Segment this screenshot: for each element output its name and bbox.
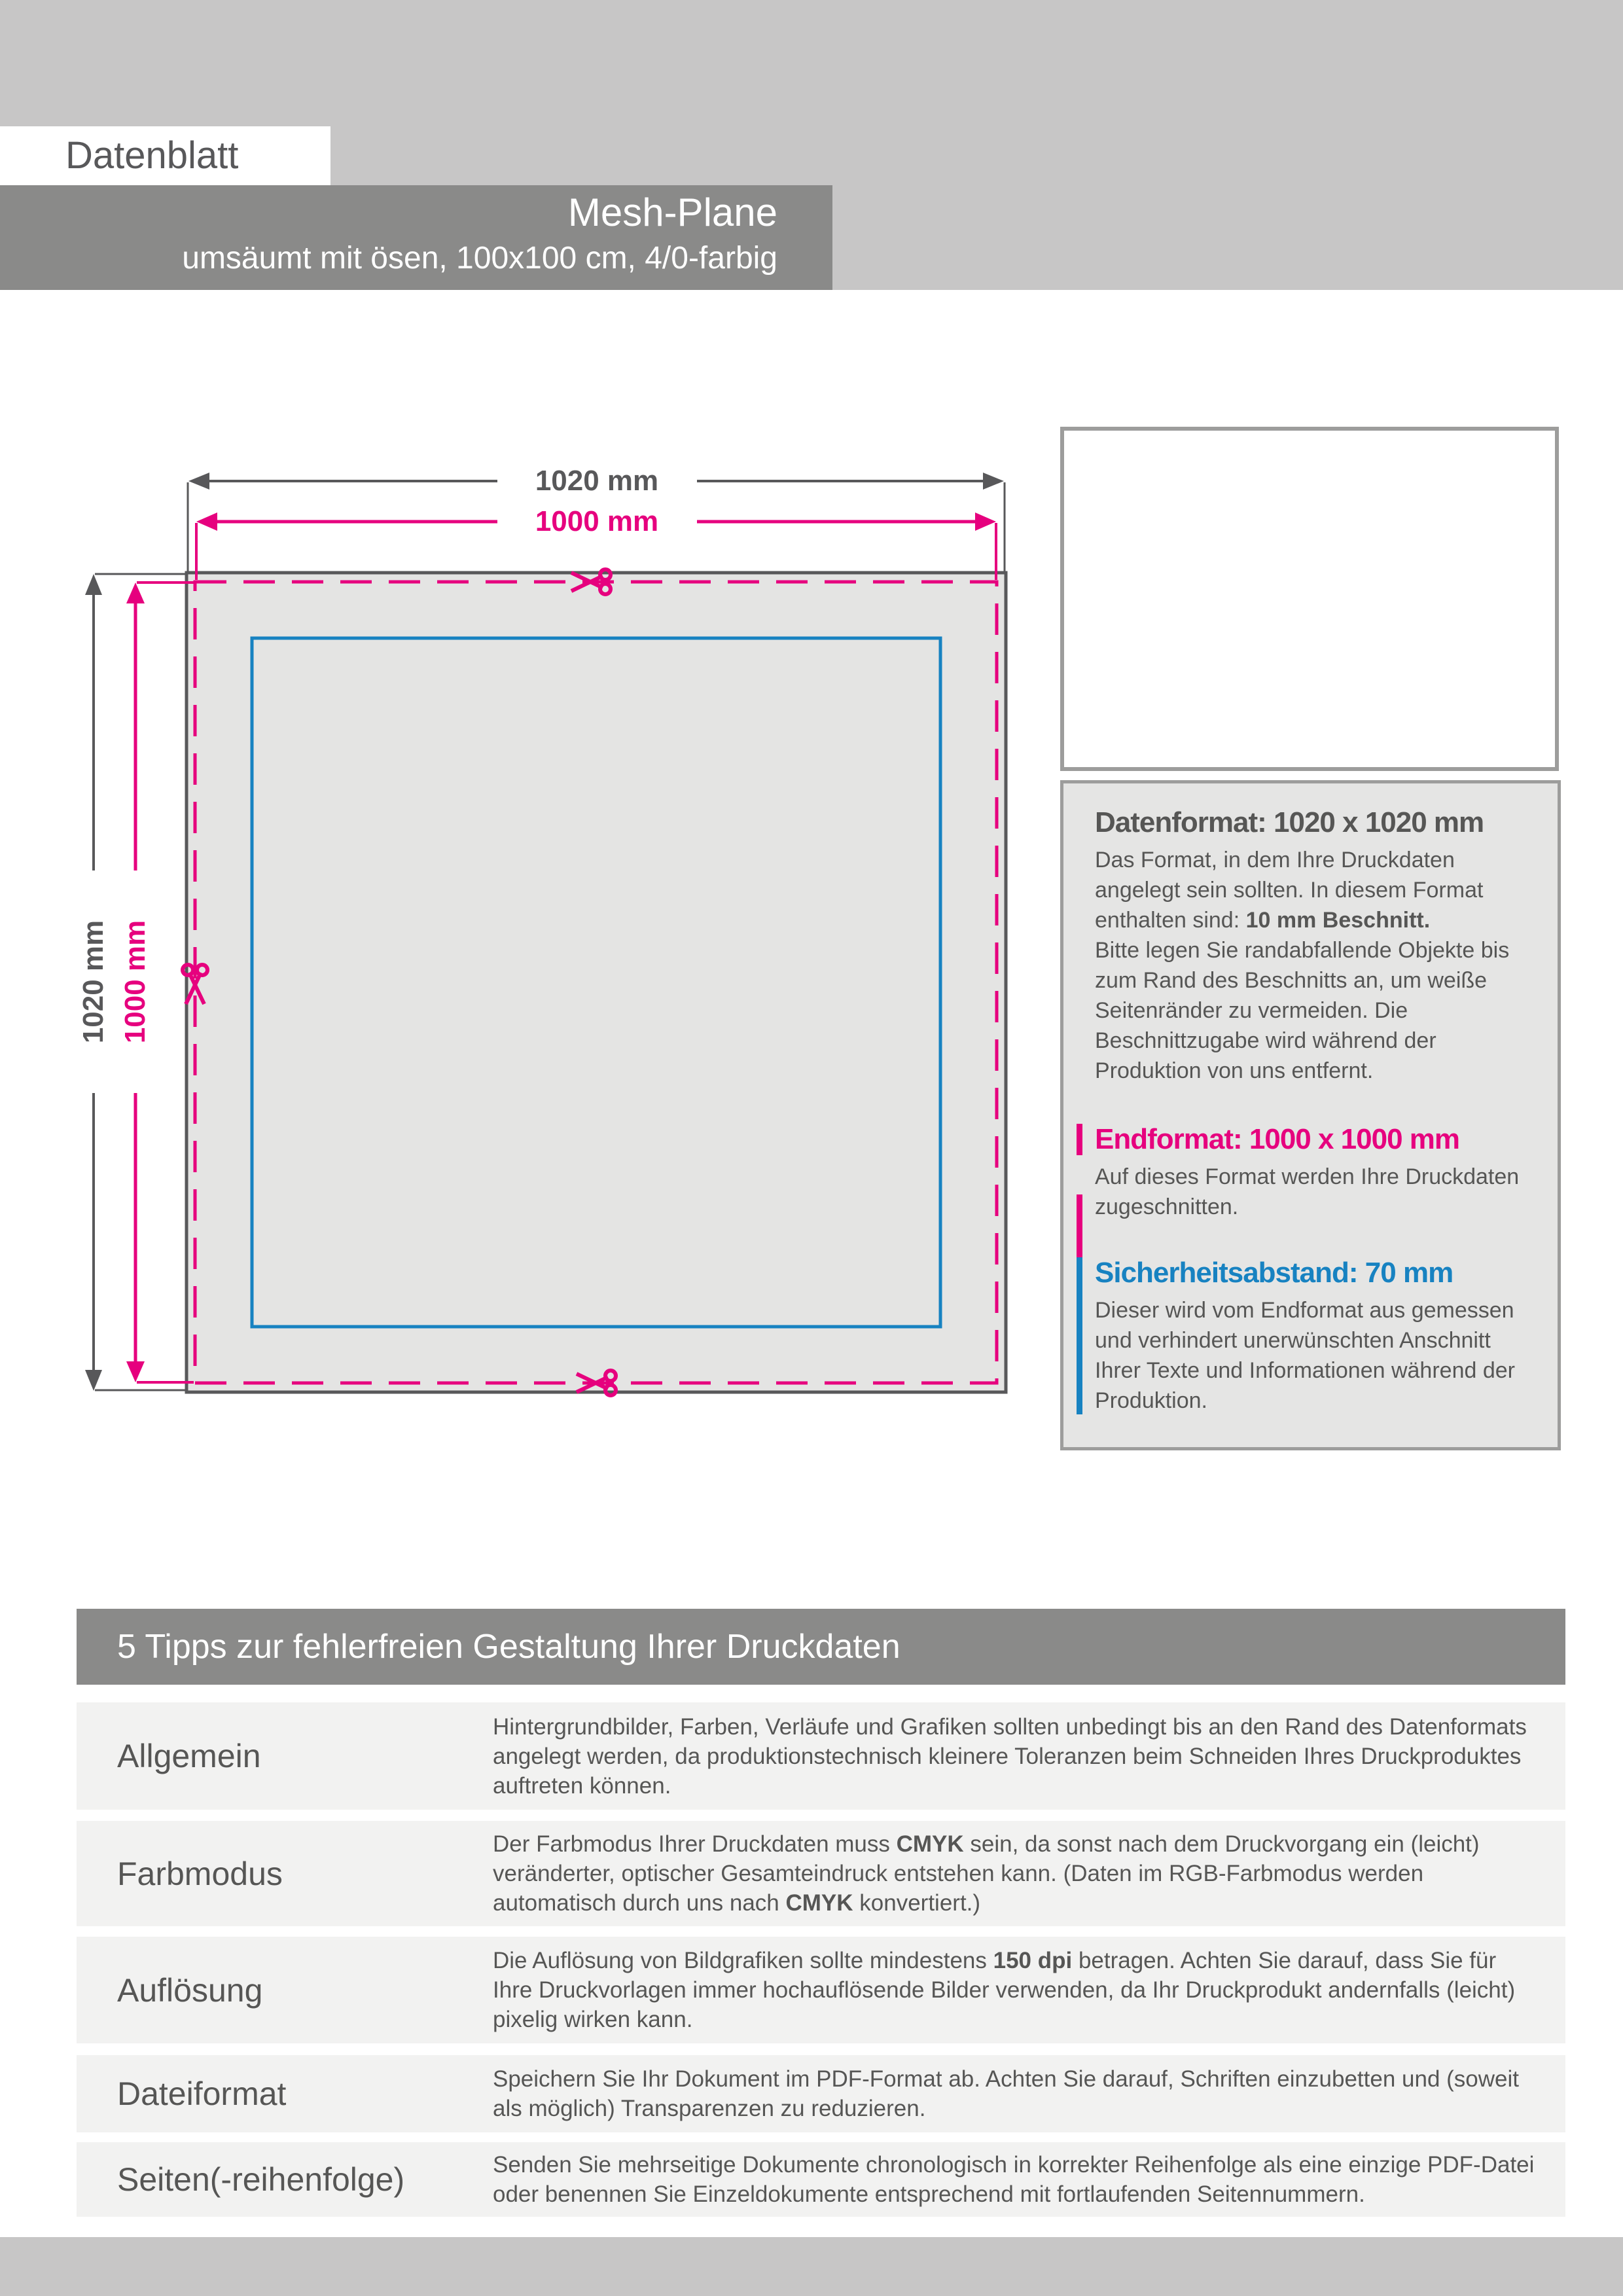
scissors-icon [183, 965, 207, 1004]
tip-row-aufloesung [77, 1937, 1565, 2043]
sicherheitsabstand-block [1095, 1256, 1533, 1416]
sicherheitsabstand-text: Dieser wird vom Endformat aus gemessen und verhindert unerwünschten Anschnitt Ihrer Texte und Informationen während der Produktion. [1095, 1298, 1515, 1413]
scissors-icon [571, 569, 611, 594]
product-title-band [0, 185, 832, 290]
endformat-heading: Endformat: 1000 x 1000 mm [1095, 1123, 1460, 1155]
tip-row-farbmodus [77, 1821, 1565, 1926]
endformat-marker-bar [1077, 1124, 1082, 1155]
endformat-marker-bar [1077, 1194, 1082, 1257]
endformat-block [1095, 1122, 1533, 1222]
endformat-text: Auf dieses Format werden Ihre Druckdaten zugeschnitten. [1095, 1164, 1520, 1219]
tip-label: Auflösung [117, 1971, 263, 2009]
datenformat-text-1: Das Format, in dem Ihre Druckdaten angelegt sein sollten. In diesem Format enthalten sind: 10 mm Beschnitt. [1095, 848, 1484, 933]
tip-text: Senden Sie mehrseitige Dokumente chronologisch in korrekter Reihenfolge als eine einzige PDF-Datei oder benennen Sie Einzeldokumente entsprechend mit fortlaufenden Seitennummern. [493, 2152, 1535, 2207]
datenformat-text-2: Bitte legen Sie randabfallende Objekte bis zum Rand des Beschnitts an, um weiße Seitenränder zu vermeiden. Die Beschnittzugabe wird während der Produktion von uns entfernt. [1095, 938, 1510, 1083]
datenformat-heading: Datenformat: 1020 x 1020 mm [1095, 806, 1484, 838]
tip-row-dateiformat [77, 2055, 1565, 2132]
tip-label: Seiten(-reihenfolge) [117, 2161, 405, 2198]
tip-text: Hintergrundbilder, Farben, Verläufe und Grafiken sollten unbedingt bis an den Rand des Datenformats angelegt werden, da produktionstechnisch kleinere Toleranzen beim Schneiden Ihres Druckproduktes auftreten können. [493, 1713, 1527, 1799]
format-info-panel [1060, 780, 1561, 1450]
tip-text: Speichern Sie Ihr Dokument im PDF-Format ab. Achten Sie darauf, Schriften einzubetten und (soweit als möglich) Transparenzen zu reduzieren. [493, 2066, 1519, 2121]
tip-text: Die Auflösung von Bildgrafiken sollte mindestens 150 dpi betragen. Achten Sie darauf, dass Sie für Ihre Druckvorlagen immer hochauflösende Bilder verwenden, da Ihr Druckprodukt andernfalls (leicht) pixelig wirken kann. [493, 1948, 1516, 2032]
tip-label: Farbmodus [117, 1855, 283, 1892]
sheet-label: Datenblatt [65, 134, 239, 177]
tip-text: Der Farbmodus Ihrer Druckdaten muss CMYK sein, da sonst nach dem Druckvorgang ein (leicht) veränderter, optischer Gesamteindruck entstehen kann. (Daten im RGB-Farbmodus werden automatisch durch uns nach CMYK konvertiert.) [493, 1831, 1480, 1916]
tip-row-seitenreihenfolge [77, 2142, 1565, 2217]
sheet-label-box [0, 126, 330, 185]
corner-zoom-box [1060, 427, 1559, 771]
tips-header-band [77, 1609, 1565, 1685]
sicherheitsabstand-heading: Sicherheitsabstand: 70 mm [1095, 1257, 1454, 1289]
final-width-label: 1000 mm [526, 505, 668, 538]
trim-line [195, 582, 997, 1383]
product-title: Mesh-Plane [567, 190, 777, 234]
tip-row-allgemein [77, 1702, 1565, 1810]
tips-heading: 5 Tipps zur fehlerfreien Gestaltung Ihrer Druckdaten [117, 1628, 901, 1666]
safety-marker-bar [1077, 1257, 1082, 1414]
product-subtitle: umsäumt mit ösen, 100x100 cm, 4/0-farbig [182, 241, 777, 276]
outer-width-label: 1020 mm [526, 465, 668, 497]
outer-height-label: 1020 mm [77, 911, 110, 1052]
scissors-icon [577, 1371, 616, 1395]
data-format-area [187, 573, 1006, 1392]
safety-line [252, 638, 940, 1327]
final-height-label: 1000 mm [119, 911, 152, 1052]
tip-label: Dateiformat [117, 2075, 287, 2112]
datenformat-block [1095, 806, 1533, 1086]
tip-label: Allgemein [117, 1738, 261, 1774]
footer-gray-band [0, 2237, 1623, 2296]
